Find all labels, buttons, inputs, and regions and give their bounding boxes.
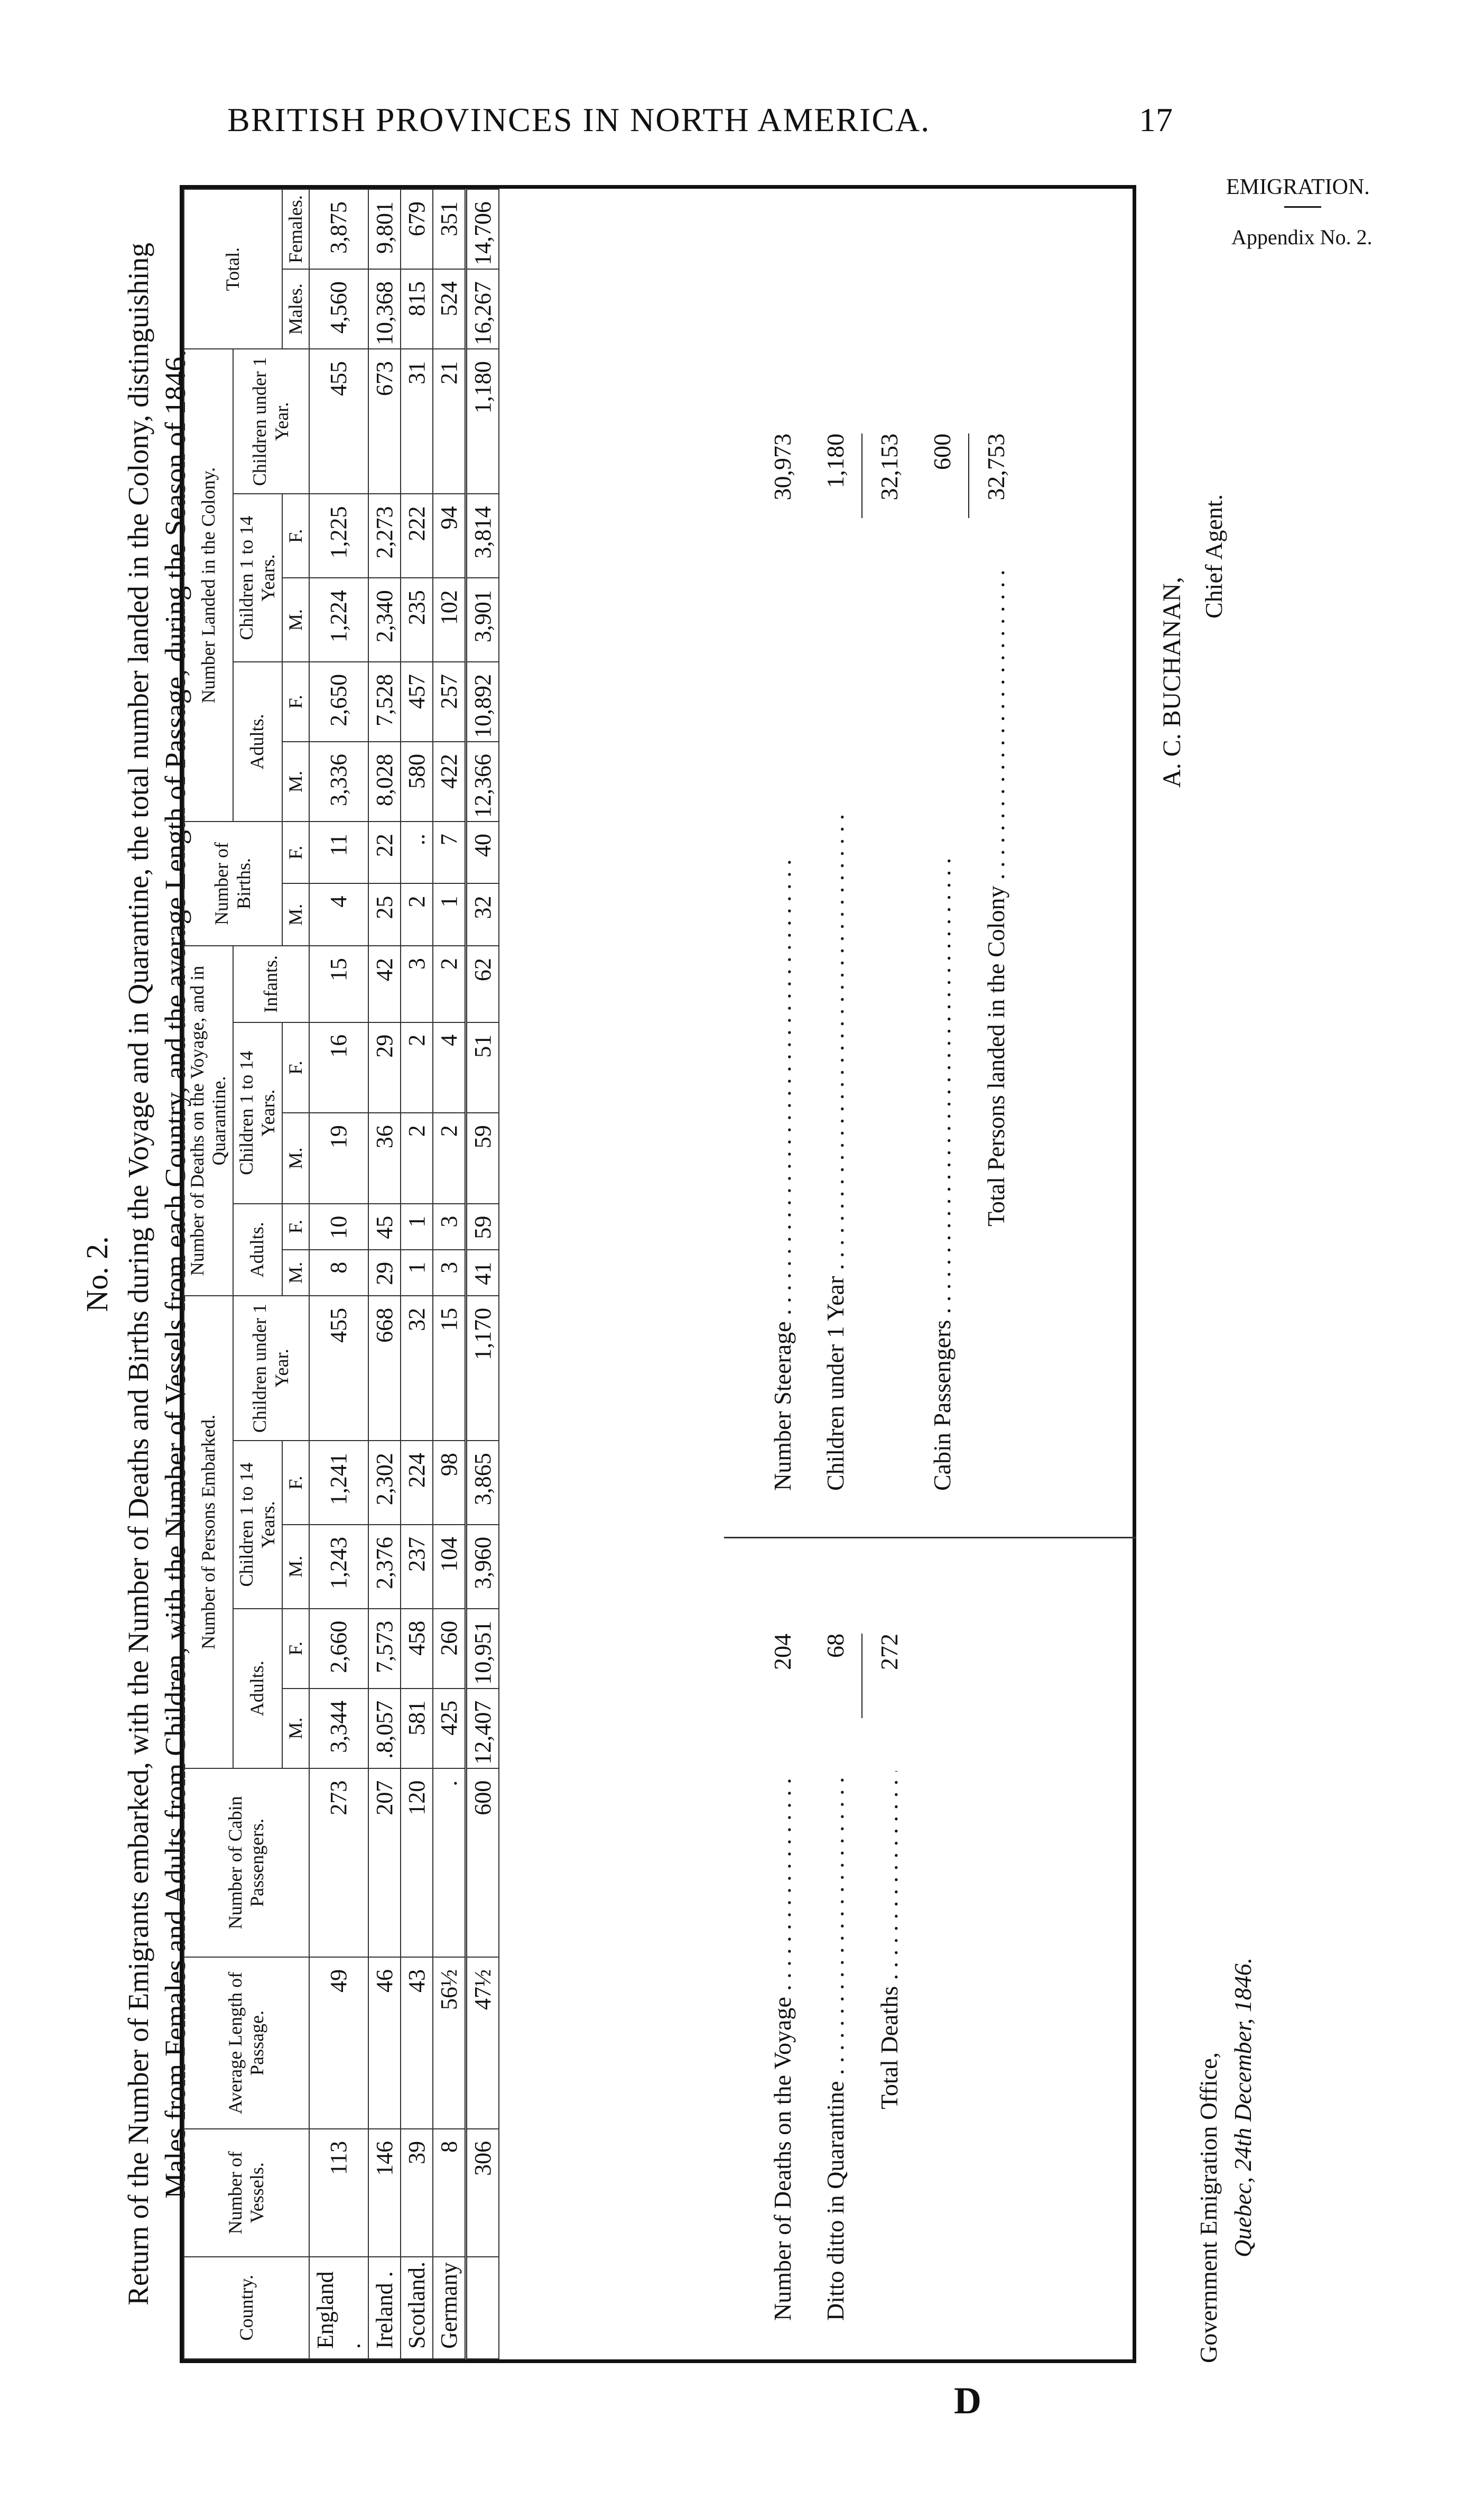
dth-children: Children 1 to 14 Years. (233, 1022, 282, 1204)
table-cell: 94 (433, 494, 466, 578)
table-cell: 2 (401, 1022, 433, 1113)
hdr-m: M. (282, 884, 309, 946)
total-deaths-value: 272 (875, 1634, 903, 1670)
table-cell: 10,892 (466, 662, 499, 742)
table-cell: 45 (368, 1204, 401, 1250)
table-row (309, 189, 368, 2359)
table-cell: 679 (401, 189, 433, 269)
summary-line (969, 433, 1022, 1491)
table-total-row (466, 189, 499, 2359)
table-cell: 1,224 (309, 578, 368, 662)
table-cell: 47½ (466, 1957, 499, 2129)
country-cell (466, 2257, 499, 2359)
deaths-summary (756, 1634, 915, 2321)
hdr-f: F. (282, 1204, 309, 1250)
table-cell: 14,706 (466, 189, 499, 269)
dth-adults: Adults. (233, 1204, 282, 1296)
table-cell: 16,267 (466, 269, 499, 349)
table-cell: 1,243 (309, 1525, 368, 1609)
hdr-m: M. (282, 742, 309, 822)
total-deaths-label: Total Deaths . . . (875, 1771, 903, 2109)
total-landed-label: Total Persons landed in the Colony . . . (982, 571, 1010, 1226)
hdr-females: Females. (282, 189, 309, 269)
table-cell: 98 (433, 1441, 466, 1525)
table-cell: 29 (368, 1250, 401, 1296)
table-cell: 11 (309, 822, 368, 884)
office-line2: Quebec, 24th December, 1846. (1229, 1957, 1256, 2257)
table-cell: 39 (401, 2129, 433, 2257)
table-cell: 22 (368, 822, 401, 884)
table-cell: 4 (309, 884, 368, 946)
col-landed: Number Landed in the Colony. (184, 349, 233, 822)
table-cell: 1,241 (309, 1441, 368, 1525)
table-cell: 1,180 (466, 349, 499, 494)
table-cell: 2,660 (309, 1609, 368, 1689)
summary-line (862, 433, 915, 1491)
col-country: Country. (184, 2257, 309, 2359)
emb-adults: Adults. (233, 1609, 282, 1768)
steerage-label: Number Steerage . . . (768, 571, 796, 1491)
col-cabin: Number of Cabin Passengers. (184, 1768, 309, 1957)
table-cell: 8 (309, 1250, 368, 1296)
table-cell: 31 (401, 349, 433, 494)
table-cell: 36 (368, 1113, 401, 1203)
table-row (368, 189, 401, 2359)
summary-line (862, 1634, 915, 2321)
table-cell: 12,366 (466, 742, 499, 822)
summary-line (915, 433, 968, 1491)
table-cell: 3,960 (466, 1525, 499, 1609)
table-cell: 207 (368, 1768, 401, 1957)
office-line1: Government Emigration Office, (1195, 2052, 1222, 2363)
table-cell: 1 (401, 1204, 433, 1250)
table-cell: 237 (401, 1525, 433, 1609)
col-total: Total. (184, 189, 282, 349)
hdr-m: M. (282, 578, 309, 662)
table-cell: 59 (466, 1204, 499, 1250)
table-cell: 43 (401, 1957, 433, 2129)
col-embarked: Number of Persons Embarked. (184, 1296, 233, 1768)
rotated-return-table (79, 185, 1268, 2363)
table-cell: 10 (309, 1204, 368, 1250)
country-cell: Scotland. (401, 2257, 433, 2359)
table-cell: 102 (433, 578, 466, 662)
table-cell: 273 (309, 1768, 368, 1957)
summary-line (756, 433, 809, 1491)
table-cell: 51 (466, 1022, 499, 1113)
table-cell: 455 (309, 1296, 368, 1441)
table-cell: 32 (401, 1296, 433, 1441)
hdr-f: F. (282, 494, 309, 578)
table-cell: 7,573 (368, 1609, 401, 1689)
table-body (309, 189, 499, 2359)
hdr-m: M. (282, 1525, 309, 1609)
summary-block (724, 192, 1136, 2363)
table-cell: 2,273 (368, 494, 401, 578)
table-cell: 21 (433, 349, 466, 494)
table-cell: 3 (401, 946, 433, 1022)
table-cell: 25 (368, 884, 401, 946)
hdr-m: M. (282, 1113, 309, 1203)
lnd-adults: Adults. (233, 662, 282, 822)
table-cell: 222 (401, 494, 433, 578)
table-cell: 2 (433, 946, 466, 1022)
table-cell: 15 (433, 1296, 466, 1441)
table-cell: 235 (401, 578, 433, 662)
table-cell: 1 (401, 1250, 433, 1296)
agent-title: Chief Agent. (1200, 494, 1227, 619)
table-cell: 425 (433, 1689, 466, 1768)
table-cell: 1 (433, 884, 466, 946)
table-cell: 600 (466, 1768, 499, 1957)
country-cell: Germany (433, 2257, 466, 2359)
sidenote-section: EMIGRATION. (1226, 175, 1370, 199)
table-cell: 59 (466, 1113, 499, 1203)
table-cell: .8,057 (368, 1689, 401, 1768)
table-cell: 351 (433, 189, 466, 269)
emb-children: Children 1 to 14 Years. (233, 1441, 282, 1608)
sidenote-rule (1284, 206, 1321, 208)
hdr-m: M. (282, 1689, 309, 1768)
country-cell: England . (309, 2257, 368, 2359)
table-cell: 16 (309, 1022, 368, 1113)
table-cell: 8 (433, 2129, 466, 2257)
table-cell: 2,340 (368, 578, 401, 662)
table-cell: 524 (433, 269, 466, 349)
table-cell: 7,528 (368, 662, 401, 742)
table-cell: 113 (309, 2129, 368, 2257)
table-cell: 15 (309, 946, 368, 1022)
col-avg-length: Average Length of Passage. (184, 1957, 309, 2129)
table-cell: 458 (401, 1609, 433, 1689)
hdr-m: M. (282, 1250, 309, 1296)
col-deaths: Number of Deaths on the Voyage, and in Quarantine. (184, 946, 233, 1296)
col-vessels: Number of Vessels. (184, 2129, 309, 2257)
hdr-f: F. (282, 1609, 309, 1689)
summary-divider (724, 1537, 1136, 1538)
table-cell: 2,376 (368, 1525, 401, 1609)
table-cell: 3 (433, 1250, 466, 1296)
table-cell: 3,901 (466, 578, 499, 662)
deaths-voyage-label: Number of Deaths on the Voyage . . . (768, 1771, 796, 2321)
page-number: 17 (1139, 101, 1173, 139)
table-cell: 257 (433, 662, 466, 742)
cabin-value: 600 (928, 433, 956, 470)
table-cell: 120 (401, 1768, 433, 1957)
return-title-line2: Males from Females and Adults from Children, with the Number of Vessels from each Country, and the average Length of Passage, during the Season of 1846. (159, 349, 191, 2199)
table-cell: 32 (466, 884, 499, 946)
table-cell: 455 (309, 349, 368, 494)
agent-name: A. C. BUCHANAN, (1158, 577, 1186, 788)
table-cell: . (433, 1768, 466, 1957)
hdr-males: Males. (282, 269, 309, 349)
cabin-label: Cabin Passengers . . . (928, 571, 956, 1491)
table-cell: 457 (401, 662, 433, 742)
table-cell: 815 (401, 269, 433, 349)
col-births: Number of Births. (184, 822, 282, 946)
table-cell: 10,951 (466, 1609, 499, 1689)
table-cell: 580 (401, 742, 433, 822)
table-cell: 10,368 (368, 269, 401, 349)
children-value: 1,180 (821, 433, 849, 488)
table-cell: 29 (368, 1022, 401, 1113)
table-cell: 3,875 (309, 189, 368, 269)
sidenote-appendix: Appendix No. 2. (1231, 225, 1372, 249)
table-cell: 3,336 (309, 742, 368, 822)
hdr-f: F. (282, 1022, 309, 1113)
total-landed-value: 32,753 (982, 433, 1009, 501)
table-cell: 46 (368, 1957, 401, 2129)
table-cell: 2 (401, 1113, 433, 1203)
hdr-f: F. (282, 1441, 309, 1525)
table-cell: 224 (401, 1441, 433, 1525)
landed-summary (756, 433, 1022, 1491)
hdr-f: F. (282, 822, 309, 884)
table-cell: 306 (466, 2129, 499, 2257)
table-cell: 2 (433, 1113, 466, 1203)
table-cell: 146 (368, 2129, 401, 2257)
table-cell: 1,225 (309, 494, 368, 578)
table-cell: 40 (466, 822, 499, 884)
table-cell: 668 (368, 1296, 401, 1441)
table-cell: 2,650 (309, 662, 368, 742)
summary-line (809, 433, 861, 1491)
country-cell: Ireland . (368, 2257, 401, 2359)
summary-line (756, 1634, 809, 2321)
deaths-quarantine-label: Ditto ditto in Quarantine . . . (821, 1771, 849, 2321)
lnd-under1: Children under 1 Year. (233, 349, 309, 494)
emigration-table (183, 189, 499, 2359)
table-cell: 4 (433, 1022, 466, 1113)
table-cell: 260 (433, 1609, 466, 1689)
table-cell: 9,801 (368, 189, 401, 269)
table-row (433, 189, 466, 2359)
return-number: No. 2. (80, 1236, 114, 1312)
table-cell: 4,560 (309, 269, 368, 349)
table-cell: 3,344 (309, 1689, 368, 1768)
children-label: Children under 1 Year . . . (821, 571, 849, 1491)
table-cell: 49 (309, 1957, 368, 2129)
table-cell: 42 (368, 946, 401, 1022)
lnd-children: Children 1 to 14 Years. (233, 494, 282, 662)
table-cell: 581 (401, 1689, 433, 1768)
table-cell: 3 (433, 1204, 466, 1250)
table-cell: 104 (433, 1525, 466, 1609)
table-cell: 19 (309, 1113, 368, 1203)
return-title-line1: Return of the Number of Emigrants embarked, with the Number of Deaths and Births during the Voyage and in Quarantine, the total number landed in the Colony, distinguishing (122, 243, 154, 2305)
table-cell: 3,865 (466, 1441, 499, 1525)
steerage-value: 30,973 (768, 433, 796, 501)
table-cell: 422 (433, 742, 466, 822)
deaths-voyage-value: 204 (768, 1634, 796, 1670)
emb-under1: Children under 1 Year. (233, 1296, 309, 1441)
table-cell: 3,814 (466, 494, 499, 578)
table-cell: .. (401, 822, 433, 884)
hdr-f: F. (282, 662, 309, 742)
sheet-signature-mark: D (954, 2379, 981, 2422)
table-cell: 2,302 (368, 1441, 401, 1525)
table-cell: 1,170 (466, 1296, 499, 1441)
page-header-title: BRITISH PROVINCES IN NORTH AMERICA. (227, 101, 931, 139)
table-cell: 2 (401, 884, 433, 946)
table-cell: 62 (466, 946, 499, 1022)
table-cell: 41 (466, 1250, 499, 1296)
table-cell: 56½ (433, 1957, 466, 2129)
deaths-quarantine-value: 68 (821, 1634, 849, 1658)
table-row (401, 189, 433, 2359)
table-cell: 8,028 (368, 742, 401, 822)
table-cell: 7 (433, 822, 466, 884)
subtotal-value: 32,153 (875, 433, 903, 501)
table-cell: 673 (368, 349, 401, 494)
summary-line (809, 1634, 861, 2321)
table-cell: 12,407 (466, 1689, 499, 1768)
dth-infants: Infants. (233, 946, 309, 1022)
